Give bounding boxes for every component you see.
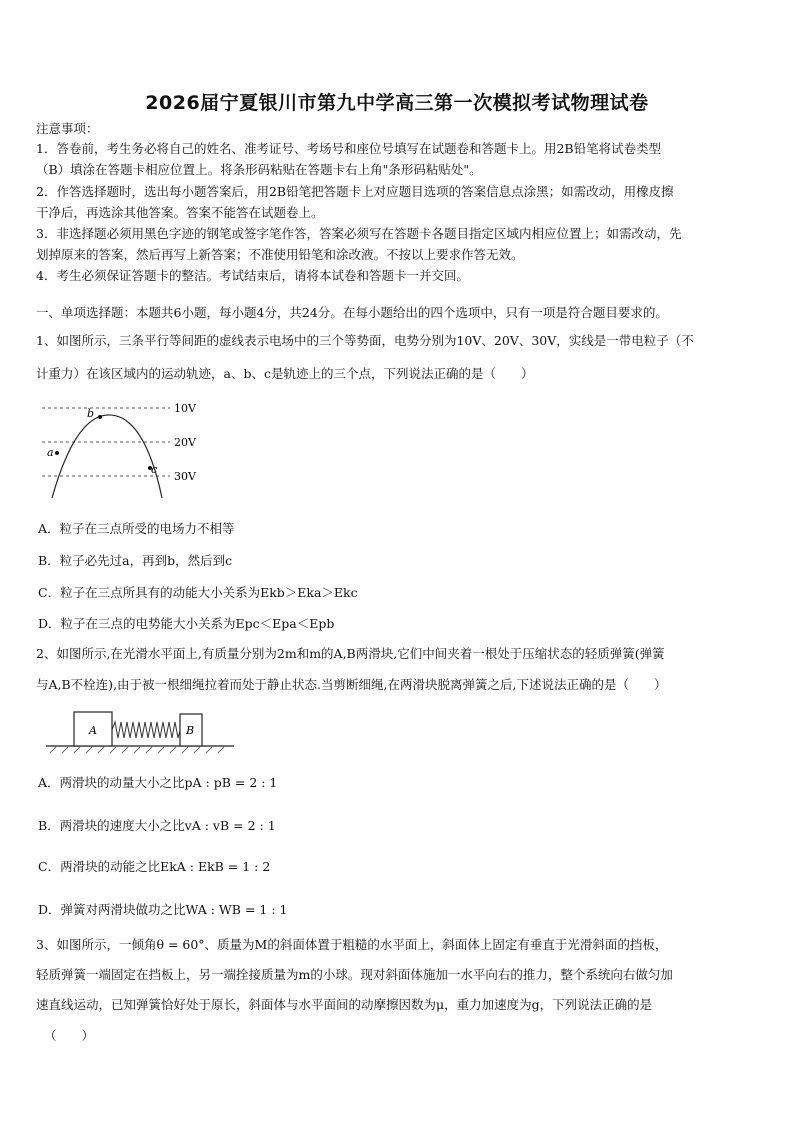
q1-equipotential-diagram [40,394,220,504]
q3-stem: 轻质弹簧一端固定在挡板上，另一端拴接质量为m的小球。现对斜面体施加一水平向右的推力，整个系统向右做匀加 [36,967,673,982]
notes-line: 干净后，再选涂其他答案。答案不能答在试题卷上。 [36,205,324,220]
q1-option-a: A．粒子在三点所受的电场力不相等 [38,521,235,536]
notes-line: 1．答卷前，考生务必将自己的姓名、准考证号、考场号和座位号填写在试题卷和答题卡上。用2B铅笔将试卷类型 [36,141,662,156]
q3-stem: （ ） [44,1028,95,1043]
q3-stem: 3、如图所示，一倾角θ = 60°、质量为M的斜面体置于粗糙的水平面上，斜面体上固定有垂直于光滑斜面的挡板， [36,937,668,952]
q2-stem: 与A,B不栓连),由于被一根细绳拉着而处于静止状态.当剪断细绳,在两滑块脱离弹簧之后,下述说法正确的是（ ） [36,677,667,692]
section-heading: 一、单项选择题：本题共6小题，每小题4分，共24分。在每小题给出的四个选项中，只有一项是符合题目要求的。 [36,305,668,320]
potential-label: 30V [174,470,196,483]
notes-line: 划掉原来的答案，然后再写上新答案；不准使用铅笔和涂改液。不按以上要求作答无效。 [36,247,524,262]
point-label: c [151,463,158,476]
notes-line: （B）填涂在答题卡相应位置上。将条形码粘贴在答题卡右上角"条形码粘贴处"。 [36,162,482,177]
q1-option-c: C．粒子在三点所具有的动能大小关系为Ekb＞Eka＞Ekc [38,585,358,600]
point-label: b [87,407,95,420]
q3-stem: 速直线运动，已知弹簧恰好处于原长，斜面体与水平面间的动摩擦因数为μ，重力加速度为g，下列说法正确的是 [36,997,653,1012]
potential-label: 20V [174,436,196,449]
q2-option-d: D．弹簧对两滑块做功之比WA : WB = 1 : 1 [38,902,288,917]
q2-stem: 2、如图所示,在光滑水平面上,有质量分别为2m和m的A,B两滑块,它们中间夹着一根处于压缩状态的轻质弹簧(弹簧 [36,646,665,661]
block-label: B [186,724,195,737]
potential-label: 10V [174,402,196,415]
block-label: A [89,724,97,737]
q1-stem: 1、如图所示，三条平行等间距的虚线表示电场中的三个等势面，电势分别为10V、20V、30V，实线是一带电粒子（不 [36,333,694,348]
notes-heading: 注意事项： [36,121,99,136]
q2-option-a: A．两滑块的动量大小之比pA : pB = 2 : 1 [38,775,278,790]
q2-option-c: C．两滑块的动能之比EkA : EkB = 1 : 2 [38,859,271,874]
point-label: a [47,446,54,459]
q1-option-d: D．粒子在三点的电势能大小关系为Epc＜Epa＜Epb [38,616,335,631]
q1-option-b: B．粒子必先过a，再到b，然后到c [38,553,233,568]
q1-stem: 计重力）在该区域内的运动轨迹，a、b、c是轨迹上的三个点，下列说法正确的是（ ） [36,366,534,381]
page-title: 2026届宁夏银川市第九中学高三第一次模拟考试物理试卷 [145,92,649,114]
notes-line: 2．作答选择题时，选出每小题答案后，用2B铅笔把答题卡上对应题目选项的答案信息点涂黑；如需改动，用橡皮擦 [36,184,674,199]
notes-line: 4．考生必须保证答题卡的整洁。考试结束后，请将本试卷和答题卡一并交回。 [36,268,469,283]
notes-line: 3．非选择题必须用黑色字迹的钢笔或签字笔作答，答案必须写在答题卡各题目指定区域内相应位置上；如需改动，先 [36,226,682,241]
q2-spring-blocks-diagram [44,704,240,754]
q2-option-b: B．两滑块的速度大小之比vA : vB = 2 : 1 [38,818,276,833]
